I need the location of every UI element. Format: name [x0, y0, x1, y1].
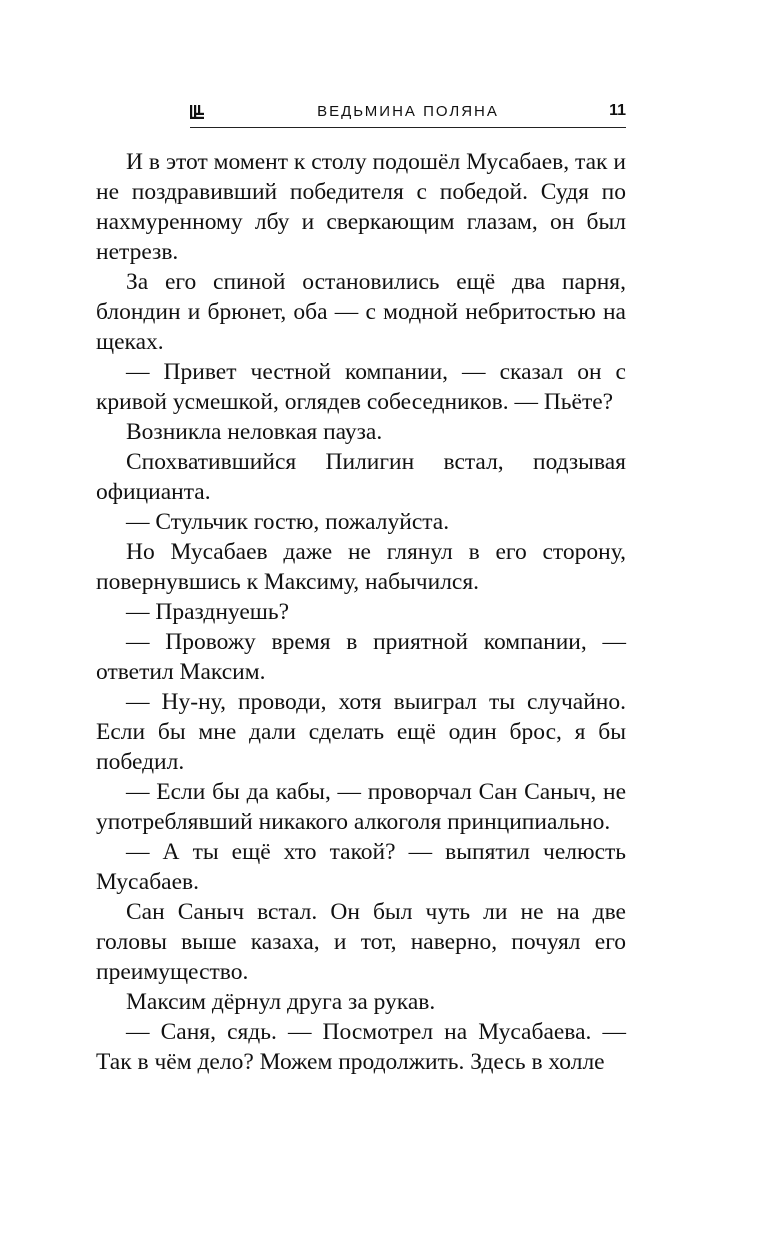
paragraph: — Празднуешь?: [126, 599, 290, 625]
paragraph: — Провожу время в приятной компании, — ответил Максим.: [96, 629, 626, 685]
paragraph: Спохватившийся Пилигин встал, подзывая официанта.: [96, 449, 626, 505]
paragraph: — Привет честной компании, — сказал он с кривой усмешкой, оглядев собеседников. — Пьёте?: [96, 359, 626, 415]
paragraph: За его спиной остановились ещё два парня, блондин и брюнет, оба — с модной небритостью на щеках.: [96, 269, 626, 355]
paragraph: — Если бы да кабы, — проворчал Сан Саныч, не употреблявший никакого алкоголя принципиально.: [96, 779, 626, 835]
paragraph: Но Мусабаев даже не глянул в его сторону, повернувшись к Максиму, набычился.: [96, 539, 626, 595]
paragraph: Максим дёрнул друга за рукав.: [126, 989, 436, 1015]
paragraph: — Саня, сядь. — Посмотрел на Мусабаева. — Так в чём дело? Можем продолжить. Здесь в холле: [96, 1019, 626, 1075]
running-header: [190, 100, 626, 128]
paragraph: Сан Саныч встал. Он был чуть ли не на две головы выше казаха, и тот, наверно, почуял его преимущество.: [96, 899, 626, 985]
paragraph: — А ты ещё хто такой? — выпятил челюсть Мусабаев.: [96, 839, 626, 895]
running-title: ВЕДЬМИНА ПОЛЯНА: [317, 103, 499, 120]
page-number: 11: [609, 102, 626, 119]
paragraph: — Ну-ну, проводи, хотя выиграл ты случайно. Если бы мне дали сделать ещё один брос, я бы победил.: [96, 689, 626, 775]
paragraph: — Стульчик гостю, пожалуйста.: [126, 509, 450, 535]
paragraph: И в этот момент к столу подошёл Мусабаев, так и не поздравивший победителя с победой. Судя по нахмуренному лбу и сверкающим глазам, он был нетрезв.: [96, 149, 626, 265]
body-text: [96, 147, 626, 1077]
paragraph: Возникла неловкая пауза.: [126, 419, 383, 445]
